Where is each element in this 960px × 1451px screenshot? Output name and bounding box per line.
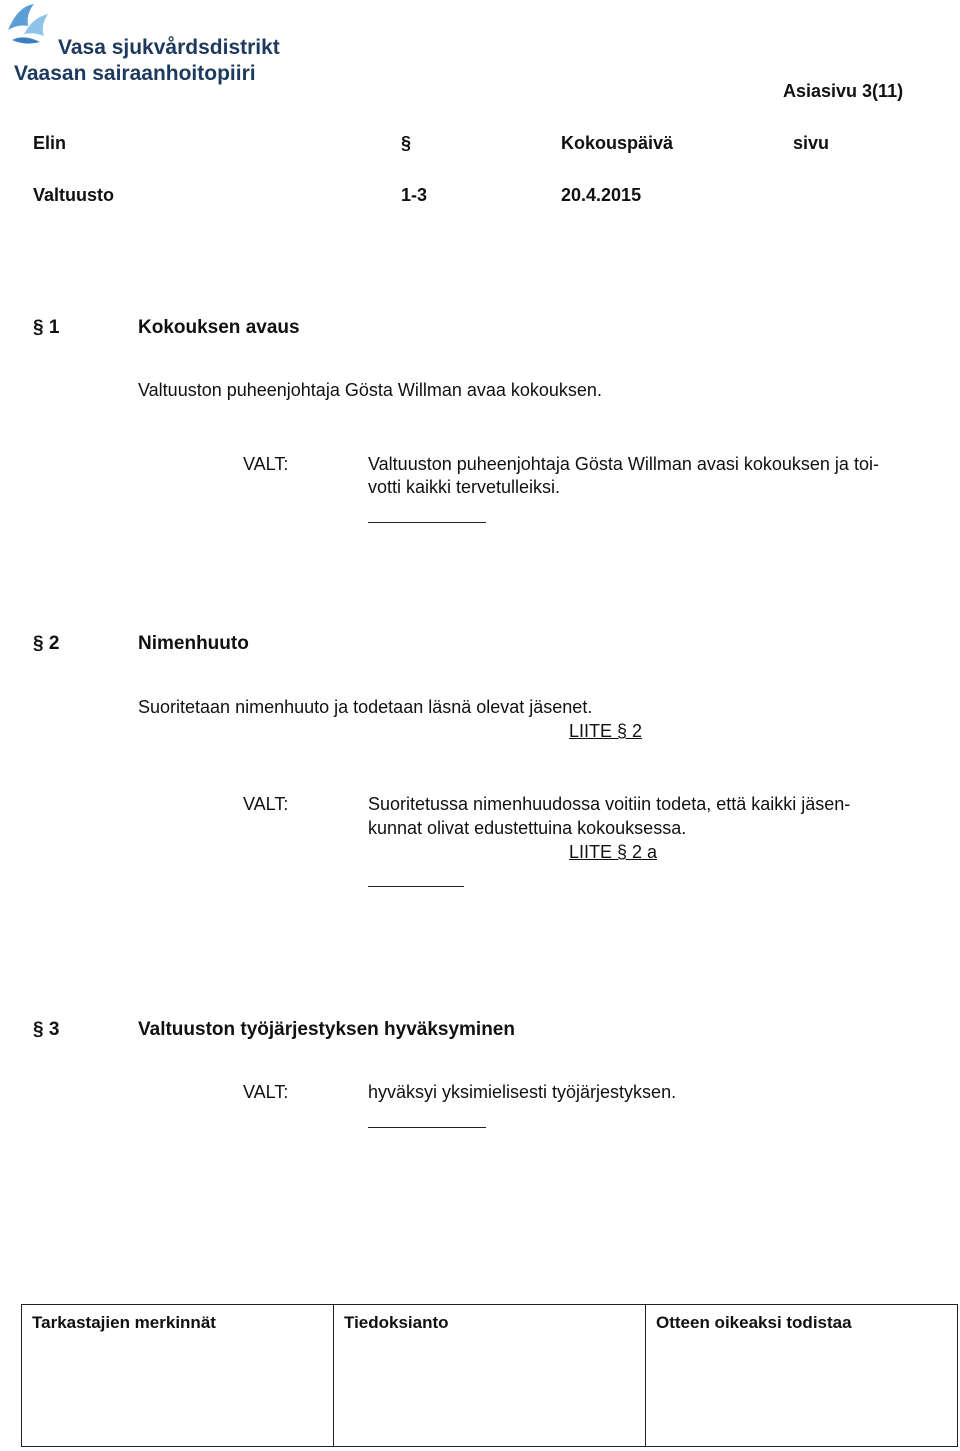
section-number: 2 (48, 633, 60, 654)
section-1-valt-line-1: Valtuuston puheenjohtaja Gösta Willman avasi kokouksen ja toi- (368, 454, 879, 474)
section-3-divider (368, 1127, 486, 1128)
header-page-label: sivu (793, 133, 830, 153)
section-number: 1 (48, 317, 60, 338)
org-name-sv: Vasa sjukvårdsdistrikt (58, 36, 280, 59)
section-3-number (33, 1019, 59, 1041)
section-2-valt-line-2: kunnat olivat edustettuina kokouksessa. (368, 818, 687, 838)
section-1-title: Kokouksen avaus (138, 317, 300, 338)
footer-reviewers-label: Tarkastajien merkinnät (32, 1313, 216, 1332)
section-symbol: § (33, 633, 44, 654)
meeting-date-value: 20.4.2015 (561, 185, 642, 205)
section-number: 3 (48, 1019, 60, 1040)
section-1-divider (368, 522, 486, 523)
header-section-label: § (401, 133, 412, 153)
section-1-valt-line-2: votti kaikki tervetulleiksi. (368, 477, 561, 497)
section-2-valt-attachment[interactable]: LIITE § 2 a (569, 842, 658, 862)
footer-reviewers-cell (22, 1305, 334, 1446)
footer-certification-cell (646, 1305, 957, 1446)
section-3-valt-line-1: hyväksyi yksimielisesti työjärjestyksen. (368, 1082, 677, 1102)
section-2-number (33, 633, 59, 655)
section-1-intro: Valtuuston puheenjohtaja Gösta Willman avaa kokouksen. (138, 380, 602, 400)
logo-icon (4, 0, 64, 48)
section-2-intro: Suoritetaan nimenhuuto ja todetaan läsnä olevat jäsenet. (138, 697, 593, 717)
section-2-intro-attachment[interactable]: LIITE § 2 (569, 721, 643, 741)
footer-certification-label: Otteen oikeaksi todistaa (656, 1313, 852, 1332)
section-2-divider (368, 886, 464, 887)
section-range-value: 1-3 (401, 185, 428, 205)
footer-notification-label: Tiedoksianto (344, 1313, 449, 1332)
section-2-valt-label: VALT: (243, 794, 289, 814)
organ-value: Valtuusto (33, 185, 115, 205)
org-name-fi: Vaasan sairaanhoitopiiri (14, 62, 256, 85)
header-organ-label: Elin (33, 133, 67, 153)
page-label: Asiasivu 3(11) (783, 81, 904, 101)
section-2-title: Nimenhuuto (138, 633, 249, 654)
header-date-label: Kokouspäivä (561, 133, 674, 153)
footer-table (21, 1304, 958, 1447)
section-1-number (33, 317, 59, 339)
section-3-valt-label: VALT: (243, 1082, 289, 1102)
section-3-title: Valtuuston työjärjestyksen hyväksyminen (138, 1019, 515, 1040)
footer-notification-cell (334, 1305, 646, 1446)
section-2-valt-line-1: Suoritetussa nimenhuudossa voitiin todeta, että kaikki jäsen- (368, 794, 851, 814)
section-symbol: § (33, 317, 44, 338)
section-symbol: § (33, 1019, 44, 1040)
section-1-valt-label: VALT: (243, 454, 289, 474)
